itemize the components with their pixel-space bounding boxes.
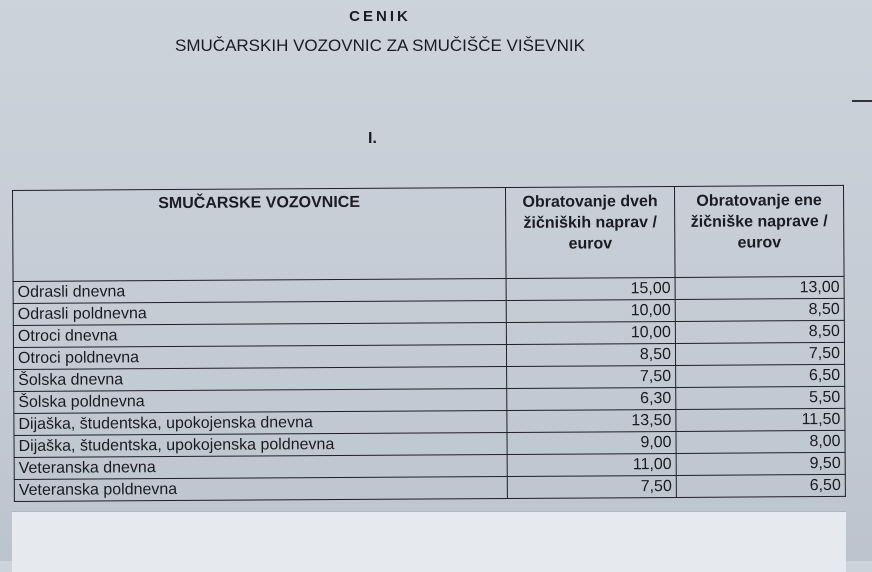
price-two-lifts-cell: 15,00 <box>506 277 675 300</box>
ticket-type-cell: Otroci dnevna <box>13 322 506 347</box>
price-table <box>12 185 846 502</box>
pen-mark <box>852 100 872 102</box>
price-two-lifts-cell: 6,30 <box>507 387 676 410</box>
ticket-type-cell: Šolska poldnevna <box>14 388 507 413</box>
price-one-lift-cell: 13,00 <box>675 276 844 299</box>
ticket-type-cell: Odrasli poldnevna <box>13 300 506 325</box>
header-ticket-type: SMUČARSKE VOZOVNICE <box>13 187 507 281</box>
table-row <box>14 474 845 501</box>
ticket-type-cell: Odrasli dnevna <box>13 278 506 303</box>
ticket-type-cell: Veteranska poldnevna <box>14 476 507 501</box>
price-one-lift-cell: 11,50 <box>676 408 845 431</box>
table-header-row <box>13 185 845 281</box>
price-one-lift-cell: 8,50 <box>675 298 844 321</box>
price-two-lifts-cell: 11,00 <box>507 453 676 476</box>
section-number: I. <box>368 130 377 147</box>
price-two-lifts-cell: 13,50 <box>507 409 676 432</box>
ticket-type-cell: Veteranska dnevna <box>14 454 507 479</box>
paper-overlay <box>12 511 846 572</box>
ticket-type-cell: Otroci poldnevna <box>13 344 506 369</box>
price-one-lift-cell: 7,50 <box>675 342 844 365</box>
price-two-lifts-cell: 8,50 <box>506 343 675 366</box>
price-one-lift-cell: 9,50 <box>676 452 845 475</box>
price-one-lift-cell: 5,50 <box>676 386 845 409</box>
ticket-type-cell: Dijaška, študentska, upokojenska poldnevna <box>14 432 507 457</box>
ticket-type-cell: Dijaška, študentska, upokojenska dnevna <box>14 410 507 435</box>
price-two-lifts-cell: 7,50 <box>507 475 676 498</box>
price-two-lifts-cell: 9,00 <box>507 431 676 454</box>
price-two-lifts-cell: 10,00 <box>506 321 675 344</box>
document-subtitle: SMUČARSKIH VOZOVNIC ZA SMUČIŠČE VIŠEVNIK <box>175 36 585 55</box>
price-one-lift-cell: 6,50 <box>676 364 845 387</box>
price-two-lifts-cell: 10,00 <box>506 299 675 322</box>
header-one-lift: Obratovanje ene žičniške naprave / eurov <box>674 185 844 277</box>
price-one-lift-cell: 6,50 <box>676 474 845 497</box>
ticket-type-cell: Šolska dnevna <box>14 366 507 391</box>
document-title: CENIK <box>349 8 411 25</box>
price-one-lift-cell: 8,50 <box>675 320 844 343</box>
price-one-lift-cell: 8,00 <box>676 430 845 453</box>
price-two-lifts-cell: 7,50 <box>507 365 676 388</box>
header-two-lifts: Obratovanje dveh žičniških naprav / eurov <box>505 186 675 278</box>
